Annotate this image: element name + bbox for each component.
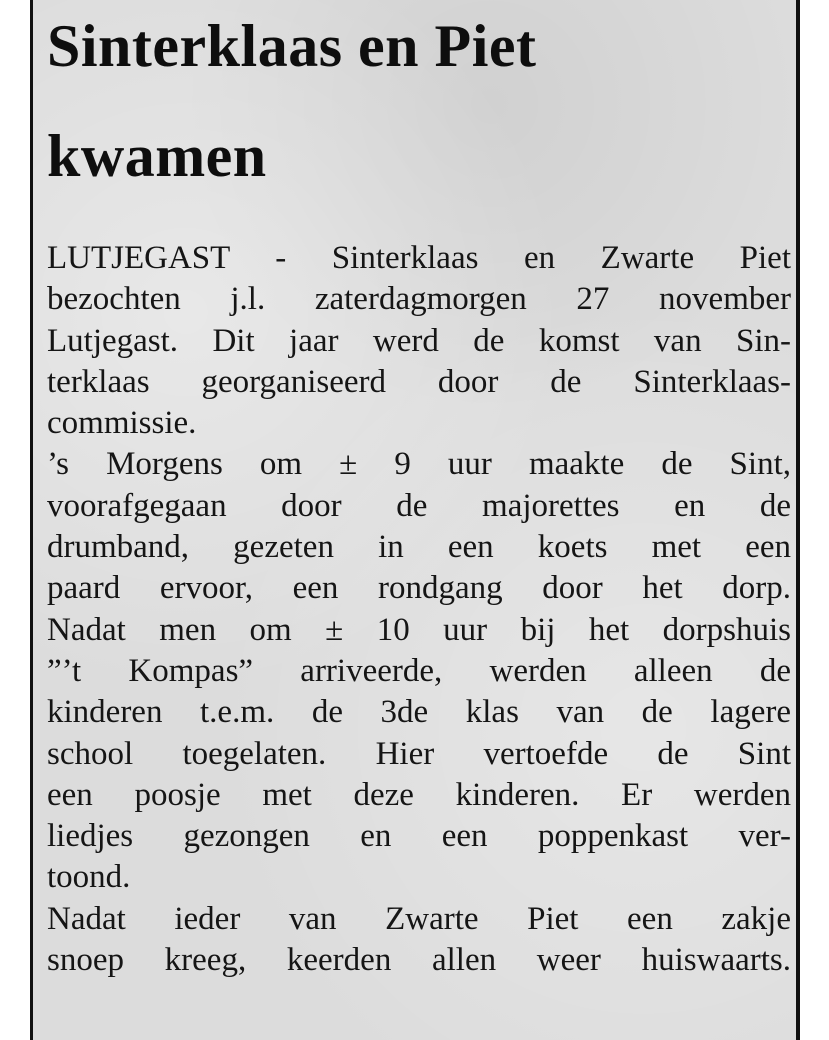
body-line: kinderen t.e.m. de 3de klas van de lagere — [47, 694, 791, 731]
body-line: ”’t Kompas” arriveerde, werden alleen de — [47, 652, 791, 689]
body-line: Nadat ieder van Zwarte Piet een zakje — [47, 900, 791, 937]
body-line: drumband, gezeten in een koets met een — [47, 529, 791, 566]
body-line: terklaas georganiseerd door de Sinterklaas- — [47, 363, 791, 400]
body-line: commissie. — [47, 405, 197, 442]
body-line: LUTJEGAST - Sinterklaas en Zwarte Piet — [47, 240, 791, 276]
headline-line-2: kwamen — [47, 123, 267, 189]
body-line: Lutjegast. Dit jaar werd de komst van Sin- — [47, 322, 791, 359]
article-body — [47, 238, 791, 981]
body-line: een poosje met deze kinderen. Er werden — [47, 776, 791, 813]
body-line: voorafgegaan door de majorettes en de — [47, 487, 791, 524]
body-line: school toegelaten. Hier vertoefde de Sint — [47, 735, 791, 772]
body-line: bezochten j.l. zaterdagmorgen 27 november — [47, 281, 791, 318]
body-line: ’s Morgens om ± 9 uur maakte de Sint, — [47, 446, 791, 483]
body-line: toond. — [47, 859, 131, 896]
body-line: paard ervoor, een rondgang door het dorp. — [47, 570, 791, 607]
body-line: snoep kreeg, keerden allen weer huiswaarts. — [47, 942, 791, 979]
headline-line-1: Sinterklaas en Piet — [47, 13, 537, 79]
body-line: liedjes gezongen en een poppenkast ver- — [47, 818, 791, 855]
body-line: Nadat men om ± 10 uur bij het dorpshuis — [47, 611, 791, 648]
newspaper-clipping — [30, 0, 800, 1040]
